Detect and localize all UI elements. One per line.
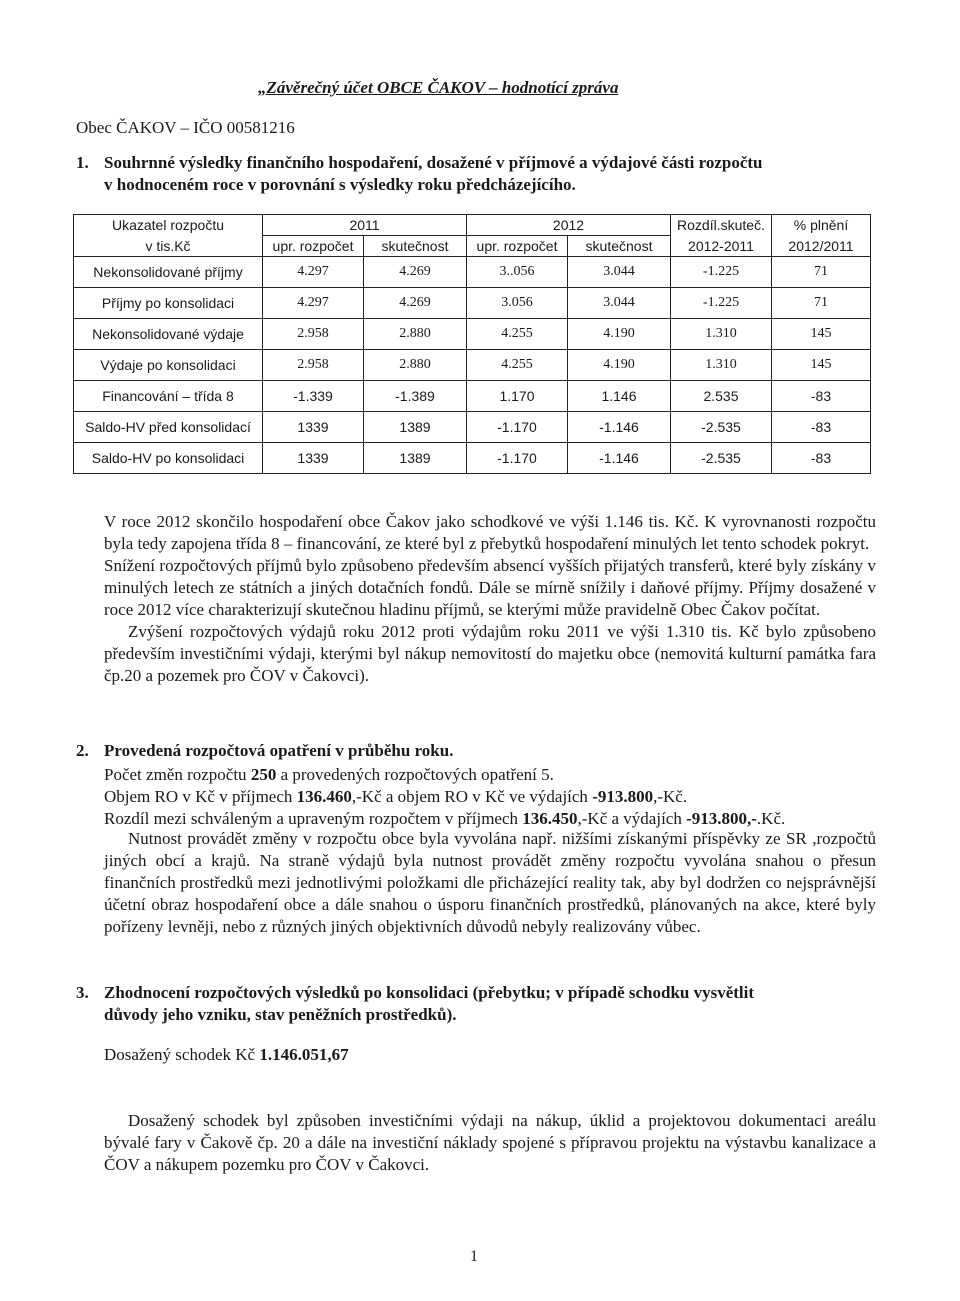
cell: 4.255 xyxy=(467,319,568,350)
cell: 1389 xyxy=(364,443,467,474)
cell: 145 xyxy=(772,350,871,381)
budget-difference-line xyxy=(104,808,876,830)
row-label: Saldo-HV před konsolidací xyxy=(74,412,263,443)
section-2-figures xyxy=(104,764,876,830)
table-row xyxy=(74,319,871,350)
cell: 3.044 xyxy=(568,288,671,319)
text: ,-Kč a výdajích xyxy=(577,809,687,828)
cell: 4.297 xyxy=(263,257,364,288)
section-3-commentary xyxy=(104,1110,876,1176)
section-3-number: 3. xyxy=(76,983,89,1002)
paragraph: Nutnost provádět změny v rozpočtu obce byla vyvolána např. nižšími získanými příspěvky ze SR ,rozpočtů jiných obcí a krajů. Na straně výdajů byla nutnost provádět změny rozpočtu vyvolána snahou o přesun finančních prostředků mezi jednotlivými položkami dle přicházející reality tak, aby byl dodržen co nejsprávnější účetní obraz hospodaření obce a dále snahou o úsporu finančních prostředků, plánovaných na akce, které byly pořízeny levněji, nebo z různých jiných objektivních důvodů nebyly realizovány vůbec. xyxy=(104,829,876,936)
cell: -1.146 xyxy=(568,412,671,443)
cell: -1.225 xyxy=(671,257,772,288)
expense-difference: -913.800,- xyxy=(686,809,757,828)
cell: -83 xyxy=(772,381,871,412)
cell: 71 xyxy=(772,257,871,288)
cell: 2.880 xyxy=(364,350,467,381)
cell: -83 xyxy=(772,412,871,443)
table-row xyxy=(74,257,871,288)
cell: 4.297 xyxy=(263,288,364,319)
section-2-heading-text: Provedená rozpočtová opatření v průběhu roku. xyxy=(104,741,454,760)
cell: 1.146 xyxy=(568,381,671,412)
header-skut-2012: skutečnost xyxy=(568,236,671,257)
cell: 3.044 xyxy=(568,257,671,288)
cell: -1.170 xyxy=(467,443,568,474)
paragraph: V roce 2012 skončilo hospodaření obce Čakov jako schodkové ve výši 1.146 tis. Kč. K vyrovnanosti rozpočtu byla tedy zapojena třída 8 – financování, ze které byl z přebytků hospodaření minulých let tento schodek pokryt. xyxy=(104,512,876,553)
cell: 1339 xyxy=(263,412,364,443)
row-label: Nekonsolidované příjmy xyxy=(74,257,263,288)
cell: -1.339 xyxy=(263,381,364,412)
header-ukazatel: Ukazatel rozpočtu xyxy=(74,215,263,236)
section-1-heading-line1: Souhrnné výsledky finančního hospodaření, dosažené v příjmové a výdajové části rozpočtu xyxy=(104,153,763,172)
table-row xyxy=(74,443,871,474)
cell: -1.225 xyxy=(671,288,772,319)
table-row xyxy=(74,381,871,412)
cell: 2.958 xyxy=(263,319,364,350)
cell: 4.269 xyxy=(364,288,467,319)
cell: -1.170 xyxy=(467,412,568,443)
cell: 71 xyxy=(772,288,871,319)
cell: 3..056 xyxy=(467,257,568,288)
section-3-heading xyxy=(76,982,876,1026)
cell: 1389 xyxy=(364,412,467,443)
section-1-commentary xyxy=(104,511,876,687)
row-label: Výdaje po konsolidaci xyxy=(74,350,263,381)
cell: 1.170 xyxy=(467,381,568,412)
deficit-value: 1.146.051,67 xyxy=(259,1045,349,1064)
header-upr-2011: upr. rozpočet xyxy=(263,236,364,257)
section-1-heading-line2: v hodnoceném roce v porovnání s výsledky roku předcházejícího. xyxy=(104,175,576,194)
cell: -1.146 xyxy=(568,443,671,474)
cell: 1339 xyxy=(263,443,364,474)
header-rozdil-sub: 2012-2011 xyxy=(671,236,772,257)
municipality-id: Obec ČAKOV – IČO 00581216 xyxy=(76,118,295,137)
budget-results-table xyxy=(73,214,871,474)
table-row xyxy=(74,350,871,381)
row-label: Nekonsolidované výdaje xyxy=(74,319,263,350)
cell: 145 xyxy=(772,319,871,350)
ro-volume-line xyxy=(104,786,876,808)
section-3-heading-line1: Zhodnocení rozpočtových výsledků po konsolidaci (přebytku; v případě schodku vysvětlit xyxy=(104,983,755,1002)
section-1-number: 1. xyxy=(76,153,89,172)
deficit-line xyxy=(104,1045,349,1065)
section-1-heading xyxy=(76,152,894,196)
row-label: Příjmy po konsolidaci xyxy=(74,288,263,319)
expense-value: -913.800 xyxy=(592,787,654,806)
text: Objem RO v Kč v příjmech xyxy=(104,787,297,806)
cell: 3.056 xyxy=(467,288,568,319)
header-2012: 2012 xyxy=(467,215,671,236)
header-plneni: % plnění xyxy=(772,215,871,236)
budget-changes-line xyxy=(104,764,876,786)
cell: 4.190 xyxy=(568,350,671,381)
document-title: „Závěrečný účet OBCE ČAKOV – hodnotící zpráva xyxy=(258,78,619,97)
header-upr-2012: upr. rozpočet xyxy=(467,236,568,257)
table-row xyxy=(74,412,871,443)
section-2-commentary xyxy=(104,828,876,938)
cell: 4.190 xyxy=(568,319,671,350)
paragraph: Dosažený schodek byl způsoben investičními výdaji na nákup, úklid a projektovou dokumentaci areálu bývalé fary v Čakově čp. 20 a dále na investiční náklady spojené s přípravou projektu na výstavbu kanalizace a ČOV a nákupem pozemku pro ČOV v Čakovci. xyxy=(104,1111,876,1174)
text: a provedených rozpočtových opatření 5. xyxy=(276,765,554,784)
row-label: Financování – třída 8 xyxy=(74,381,263,412)
text: ,-Kč a objem RO v Kč ve výdajích xyxy=(351,787,593,806)
cell: -2.535 xyxy=(671,443,772,474)
text: Počet změn rozpočtu xyxy=(104,765,251,784)
cell: 2.535 xyxy=(671,381,772,412)
cell: -1.389 xyxy=(364,381,467,412)
deficit-label: Dosažený schodek Kč xyxy=(104,1045,260,1064)
income-value: 136.460 xyxy=(296,787,352,806)
header-plneni-sub: 2012/2011 xyxy=(772,236,871,257)
row-label: Saldo-HV po konsolidaci xyxy=(74,443,263,474)
cell: 1.310 xyxy=(671,319,772,350)
cell: 4.255 xyxy=(467,350,568,381)
paragraph: Snížení rozpočtových příjmů bylo způsobeno především absencí vyšších přijatých transferů, které byly získány v minulých letech ze státních a jiných dotačních fondů. Dále se mírně snížily i daňové příjmy. Příjmy dosažené v roce 2012 více charakterizují skutečnou hladinu příjmů, se kterými může pravidelně Obec Čakov počítat. xyxy=(104,556,876,619)
income-difference: 136.450 xyxy=(522,809,578,828)
text: .Kč. xyxy=(756,809,786,828)
section-2-number: 2. xyxy=(76,741,89,760)
paragraph: Zvýšení rozpočtových výdajů roku 2012 proti výdajům roku 2011 ve výši 1.310 tis. Kč bylo způsobeno především investičními výdaji, kterými byl nákup nemovitostí do majetku obce (nemovitá kulturní památka fara čp.20 a pozemek pro ČOV v Čakovci). xyxy=(104,622,876,685)
table-row xyxy=(74,288,871,319)
cell: 2.958 xyxy=(263,350,364,381)
page-number: 1 xyxy=(470,1248,478,1265)
cell: 2.880 xyxy=(364,319,467,350)
section-3-heading-line2: důvody jeho vzniku, stav peněžních prostředků). xyxy=(104,1005,457,1024)
section-2-heading xyxy=(76,740,454,762)
cell: 4.269 xyxy=(364,257,467,288)
header-2011: 2011 xyxy=(263,215,467,236)
cell: -2.535 xyxy=(671,412,772,443)
cell: 1.310 xyxy=(671,350,772,381)
header-skut-2011: skutečnost xyxy=(364,236,467,257)
header-rozdil: Rozdíl.skuteč. xyxy=(671,215,772,236)
changes-count: 250 xyxy=(250,765,277,784)
cell: -83 xyxy=(772,443,871,474)
text: ,-Kč. xyxy=(653,787,688,806)
header-unit: v tis.Kč xyxy=(74,236,263,257)
text: Rozdíl mezi schváleným a upraveným rozpočtem v příjmech xyxy=(104,809,523,828)
